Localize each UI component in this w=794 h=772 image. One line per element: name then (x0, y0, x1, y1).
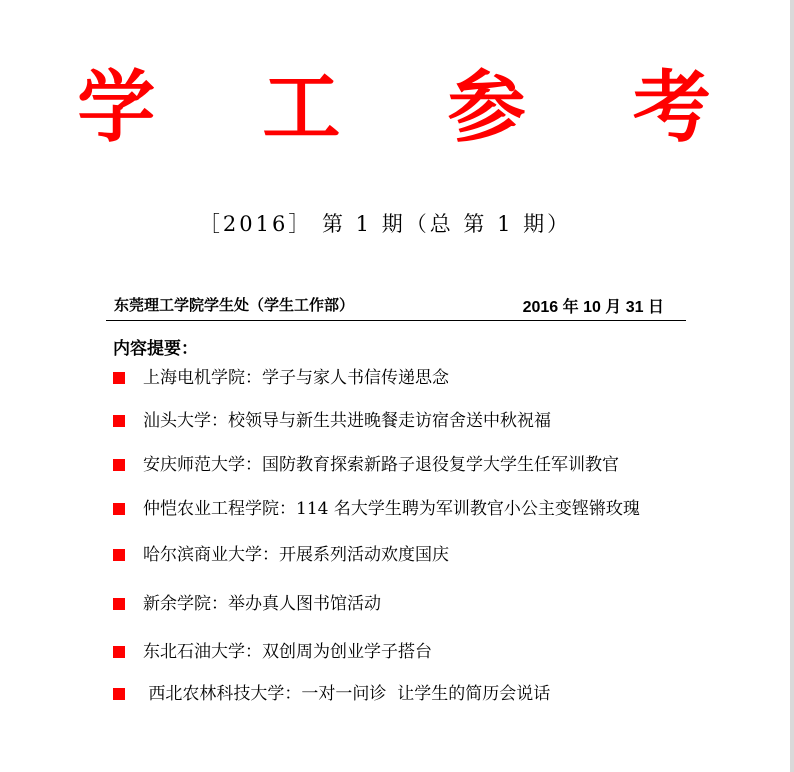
list-item[interactable] (113, 451, 733, 481)
summary-heading: 内容提要： (113, 339, 198, 359)
red-square-bullet-icon (113, 549, 125, 561)
red-square-bullet-icon (113, 688, 125, 700)
list-item[interactable] (113, 541, 733, 571)
list-item[interactable] (113, 590, 733, 620)
list-item[interactable] (113, 495, 733, 525)
red-square-bullet-icon (113, 459, 125, 471)
list-item-text: 仲恺农业工程学院：114 名大学生聘为军训教官小公主变铿锵玫瑰 (143, 499, 640, 519)
red-square-bullet-icon (113, 646, 125, 658)
list-item[interactable] (113, 680, 733, 710)
list-item-text: 新余学院：举办真人图书馆活动 (143, 594, 381, 614)
list-item-text: 西北农林科技大学：一对一问诊 让学生的简历会说话 (143, 684, 551, 704)
publisher-row (106, 292, 686, 321)
publisher-name: 东莞理工学院学生处（学生工作部） (114, 296, 355, 314)
list-item-text: 汕头大学：校领导与新生共进晚餐走访宿舍送中秋祝福 (143, 411, 551, 431)
masthead-title: 学 工 参 考 (77, 62, 751, 153)
list-item-text: 上海电机学院：学子与家人书信传递思念 (143, 368, 449, 388)
list-item[interactable] (113, 364, 733, 394)
red-square-bullet-icon (113, 503, 125, 515)
list-item[interactable] (113, 638, 733, 668)
red-square-bullet-icon (113, 598, 125, 610)
issue-number: ［2016］ 第 1 期（总 第 1 期） (198, 212, 572, 236)
list-item[interactable] (113, 407, 733, 437)
red-square-bullet-icon (113, 415, 125, 427)
publish-date: 2016 年 10 月 31 日 (522, 299, 664, 316)
list-item-text: 东北石油大学：双创周为创业学子搭台 (143, 642, 432, 662)
list-item-text: 哈尔滨商业大学：开展系列活动欢度国庆 (143, 545, 449, 565)
red-square-bullet-icon (113, 372, 125, 384)
list-item-text: 安庆师范大学：国防教育探索新路子退役复学大学生任军训教官 (143, 455, 619, 475)
